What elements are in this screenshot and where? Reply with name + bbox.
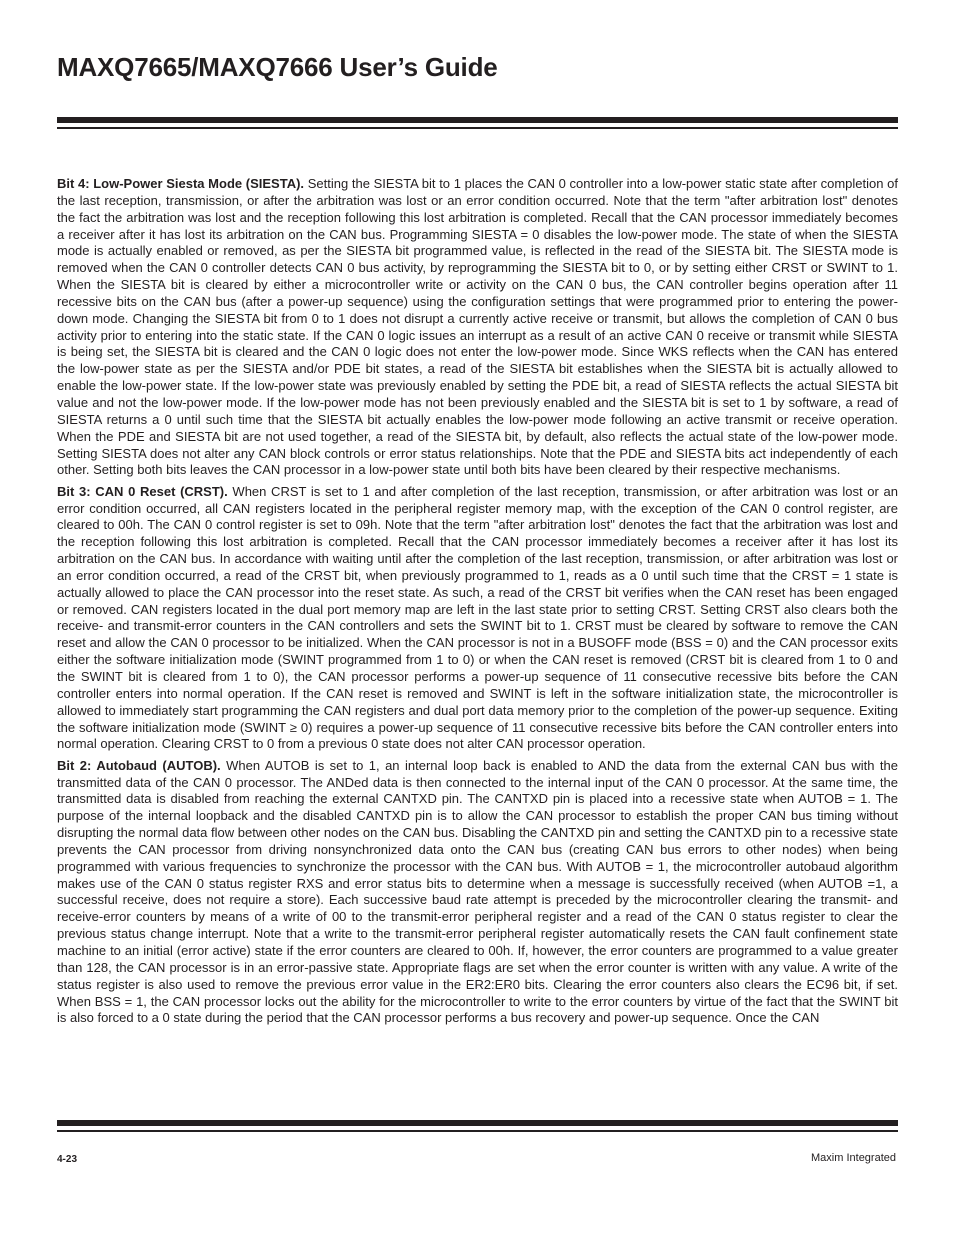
document-body (57, 176, 898, 1032)
paragraph-heading: Bit 4: Low-Power Siesta Mode (SIESTA). (57, 176, 305, 191)
paragraph-text: When AUTOB is set to 1, an internal loop back is enabled to AND the data from the external CAN bus with the transmitted data of the CAN 0 processor. The ANDed data is then connected to the internal input of the CAN 0 processor. At the same time, the transmitted data is disabled from reaching the external CANTXD pin. The CANTXD pin is placed into a recessive state when AUTOB = 1. The purpose of the internal loopback and the disabled CANTXD pin is to allow the CAN processor to establish the proper CAN bus timing without disrupting the normal data flow between other nodes on the CAN bus. Disabling the CANTXD pin and setting the CANTXD pin to a recessive state prevents the CAN processor from driving nonsynchronized data onto the CAN bus (creating CAN bus errors to other nodes) when being programmed with various frequencies to synchronize the processor with the CAN bus. With AUTOB = 1, the microcontroller autobaud algorithm makes use of the CAN 0 status register RXS and error status bits to determine when a message is successfully received (when AUTOB =1, a successful receive, does not require a store). Each successive baud rate attempt is preceded by the microcontroller clearing the transmit- and receive-error counters by means of a write of 00 to the transmit-error peripheral register and a read of the CAN 0 status register to clear the previous status change interrupt. Note that a write to the transmit-error peripheral register automatically resets the CAN fault confinement state machine to an initial (error active) state if the error counters are cleared to 00h. If, however, the error counters are programmed to a value greater than 128, the CAN processor is in an error-passive state. Appropriate flags are set when the error counter is written with any value. A write of the status register is also used to remove the previous error value in the ER2:ER0 bits. Clearing the error counters also clears the EC96 bit, if set. When BSS = 1, the CAN processor locks out the ability for the microcontroller to write to the error counters by virtue of the fact that the SWINT bit is also forced to a 0 state during the period that the CAN processor performs a bus recovery and power-up sequence. Once the CAN (57, 757, 898, 1026)
paragraph-siesta (57, 176, 898, 479)
paragraph-text: When CRST is set to 1 and after completion of the last reception, transmission, or after arbitration was lost or an error condition occurred, all CAN registers located in the peripheral register memory map, with the exception of the CAN 0 control register, are cleared to 00h. The CAN 0 control register is set to 09h. Note that the term "after arbitration lost" denotes the fact that the arbitration was lost and the reception following this lost arbitration is completed. Recall that the CAN processor immediately becomes a receiver after it has lost its arbitration on the CAN bus. In accordance with waiting until after the completion of the last reception, transmission, or after arbitration was lost or an error condition occurred, a read of the CRST bit, when previously programmed to 1, reads as a 0 until such time that the CRST = 1 state is actually allowed to place the CAN processor into the reset state. As such, a read of the CRST bit verifies when the CAN reset has been engaged or removed. CAN registers located in the dual port memory map are left in the last state prior to setting CRST. Setting CRST also clears both the receive- and transmit-error counters in the CAN controllers and sets the SWINT bit to 1. CRST must be cleared by software to remove the CAN reset and allow the CAN 0 processor to be initialized. When the CAN processor is not in a BUSOFF mode (BSS = 0) and the CAN processor exits either the software initialization mode (SWINT programmed from 1 to 0) or when the CAN reset is removed (CRST bit is cleared from 1 to 0 and the SWINT bit is cleared from 1 to 0), the CAN processor performs a power-up sequence of 11 consecutive recessive bits before the CAN controller enters into normal operation. If the CAN reset is removed and SWINT is left in the software initialization state, the microcontroller is allowed to immediately start programming the CAN registers and dual port data memory prior to the completion of the power-up sequence. Exiting the software initialization mode (SWINT ≥ 0) requires a power-up sequence of 11 consecutive recessive bits before the CAN controller enters into normal operation. Clearing CRST to 0 from a previous 0 state does not alter CAN processor operation. (57, 483, 898, 752)
paragraph-autob (57, 758, 898, 1028)
paragraph-text: Setting the SIESTA bit to 1 places the CAN 0 controller into a low-power static state after completion of the last reception, transmission, or after the arbitration was lost or an error condition occurred. Note that the term "after arbitration lost" denotes the fact the arbitration was lost and the reception following this lost arbitration is completed. Recall that the CAN processor immediately becomes a receiver after it has lost its arbitration on the CAN bus. Programming SIESTA = 0 disables the low-power mode. The state of when the SIESTA mode is actually enabled or removed, as per the SIESTA bit programmed value, is reflected in the read of the SIESTA bit. The SIESTA mode is removed when the CAN 0 controller detects CAN 0 bus activity, by reprogramming the SIESTA bit to 0, or by setting either CRST or SWINT to 1. When the SIESTA bit is cleared by either a microcontroller write or activity on the CAN 0 bus, the CAN controller begins operation after 11 recessive bits on the CAN bus (after a power-up sequence) using the configuration settings that were programmed prior to entering the power-down mode. Changing the SIESTA bit from 0 to 1 does not disrupt a currently active receive or transmit, but allows the completion of CAN 0 bus activity prior to entering into the static state. If the CAN 0 logic issues an interrupt as a result of an active CAN 0 receive or transmit while SIESTA is being set, the SIESTA bit is cleared and the CAN 0 logic does not enter the low-power mode. Since WKS reflects when the CAN has entered the low-power state as per the SIESTA and/or PDE bit states, a read of the SIESTA bit establishes when the SIESTA bit is actually allowed to enable the low-power state. If the low-power state was previously enabled by setting the PDE bit, a read of SIESTA reflects the actual SIESTA bit value and not the low-power mode. If the low-power mode has not been previously enabled and the SIESTA bit is set to 1 by software, a read of SIESTA returns a 0 until such time that the SIESTA bit actually enables the low-power mode following an active transmit or receive operation. When the PDE and SIESTA bit are not used together, a read of the SIESTA bit, by default, also reflects the actual state of the low-power mode. Setting SIESTA does not alter any CAN block controls or error status relationships. Note that the PDE and SIESTA bits act independently of each other. Setting both bits leaves the CAN processor in a low-power state until both bits have been cleared by their respective mechanisms. (57, 176, 898, 478)
footer-rule-thick (57, 1120, 898, 1126)
header-rule-thick (57, 117, 898, 123)
paragraph-crst (57, 484, 898, 754)
page-title: MAXQ7665/MAXQ7666 User’s Guide (57, 52, 498, 82)
paragraph-heading: Bit 2: Autobaud (AUTOB). (57, 757, 221, 773)
company-name: Maxim Integrated (811, 1152, 896, 1164)
paragraph-heading: Bit 3: CAN 0 Reset (CRST). (57, 483, 228, 499)
page-number: 4-23 (57, 1154, 78, 1165)
footer-rule-thin (57, 1130, 898, 1132)
header-rule-thin (57, 127, 898, 129)
